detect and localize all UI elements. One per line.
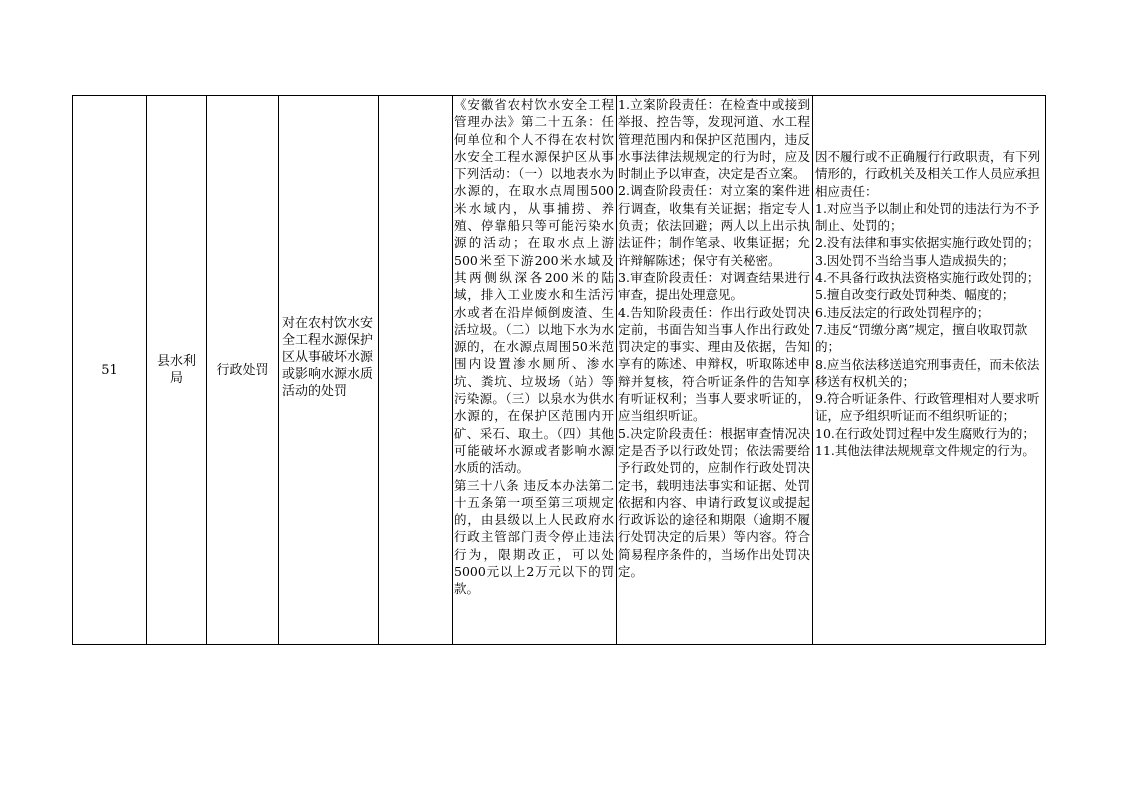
- accountability-item: 6.违反法定的行政处罚程序的；: [815, 304, 990, 320]
- accountability-item: 2.没有法律和事实依据实施行政处罚的；: [815, 235, 1040, 251]
- responsibilities-cell: [617, 96, 813, 644]
- accountability-item: 1.对应当予以制止和处罚的违法行为不予制止、处罚的；: [815, 200, 1040, 234]
- legal-basis-para: 第三十八条 违反本办法第二十五条第一项至第三项规定的，由县级以上人民政府水行政主管部门责令停止违法行为，限期改正，可以处5000元以上2万元以下的罚款。: [454, 477, 614, 597]
- accountability-item: 11.其他法律法规规章文件规定的行为。: [815, 443, 1035, 459]
- responsibility-item: 1.立案阶段责任：在检查中或接到举报、控告等，发现河道、水工程管理范围内和保护区范围内，违反水事法律法规规定的行为时，应及时制止予以审查，决定是否立案。: [618, 97, 810, 182]
- accountability-item: 5.擅自改变行政处罚种类、幅度的；: [815, 287, 1015, 303]
- legal-basis-text: [454, 96, 614, 598]
- responsibility-item: 2.调查阶段责任：对立案的案件进行调查，收集有关证据；指定专人负责；依法回避；两人以上出示执法证件；制作笔录、收集证据；允许辩解陈述；保守有关秘密。: [618, 183, 810, 268]
- accountability-text: [815, 148, 1043, 459]
- responsibility-item: 4.告知阶段责任：作出行政处罚决定前，书面告知当事人作出行政处罚决定的事实、理由及依据，告知享有的陈述、申辩权，听取陈述申辩并复核，符合听证条件的告知享有听证权利；当事人要求听证的，应当组织听证。: [618, 304, 810, 424]
- accountability-cell: [813, 96, 1045, 644]
- department-cell: [147, 96, 207, 644]
- legal-basis-para: 《安徽省农村饮水安全工程管理办法》第二十五条：任何单位和个人不得在农村饮水安全工程水源保护区从事下列活动：（一）以地表水为水源的，在取水点周围500米水域内，从事捕捞、养殖、停靠船只等可能污染水源的活动；在取水点上游500米至下游200米水域及其两侧纵深各200米的陆域，排入工业废水和生活污水或者在沿岸倾倒废渣、生活垃圾。（二）以地下水为水源的，在水源点周围50米范围内设置渗水厕所、渗水坑、粪坑、垃圾场（站）等污染源。（三）以泉水为供水水源的，在保护区范围内开矿、采石、取土。（四）其他可能破坏水源或者影响水源水质的活动。: [454, 97, 614, 476]
- category-cell: [207, 96, 279, 644]
- accountability-item: 4.不具备行政执法资格实施行政处罚的；: [815, 270, 1040, 286]
- row-number: 51: [101, 362, 118, 378]
- legal-basis-cell: [453, 96, 617, 644]
- responsibility-item: 5.决定阶段责任：根据审查情况决定是否予以行政处罚；依法需要给予行政处罚的，应制作行政处罚决定书，载明违法事实和证据、处罚依据和内容、申请行政复议或提起行政诉讼的途径和期限（逾期不履行处罚决定的后果）等内容。符合简易程序条件的，当场作出处罚决定。: [618, 425, 810, 580]
- accountability-item: 10.在行政处罚过程中发生腐败行为的；: [815, 425, 1035, 441]
- accountability-item: 8.应当依法移送追究刑事责任，而未依法移送有权机关的；: [815, 356, 1040, 389]
- responsibility-table: [72, 95, 1046, 645]
- responsibility-item: 3.审查阶段责任：对调查结果进行审查，提出处理意见。: [618, 269, 810, 303]
- category: 行政处罚: [216, 362, 269, 378]
- sub-item-cell: [379, 96, 453, 644]
- responsibilities-text: [618, 96, 810, 580]
- item-name-cell: [279, 96, 379, 644]
- accountability-item: 7.违反“罚缴分离”规定，擅自收取罚款的；: [815, 321, 1028, 355]
- department: 县水利局: [156, 354, 196, 386]
- row-number-cell: [73, 96, 147, 644]
- accountability-intro: 因不履行或不正确履行行政职责，有下列情形的，行政机关及相关工作人员应承担相应责任：: [815, 149, 1041, 199]
- accountability-item: 9.符合听证条件、行政管理相对人要求听证，应予组织听证而不组织听证的；: [815, 391, 1040, 424]
- accountability-item: 3.因处罚不当给当事人造成损失的；: [815, 252, 1015, 268]
- item-name: 对在农村饮水安全工程水源保护区从事破坏水源或影响水源水质活动的处罚: [282, 316, 374, 399]
